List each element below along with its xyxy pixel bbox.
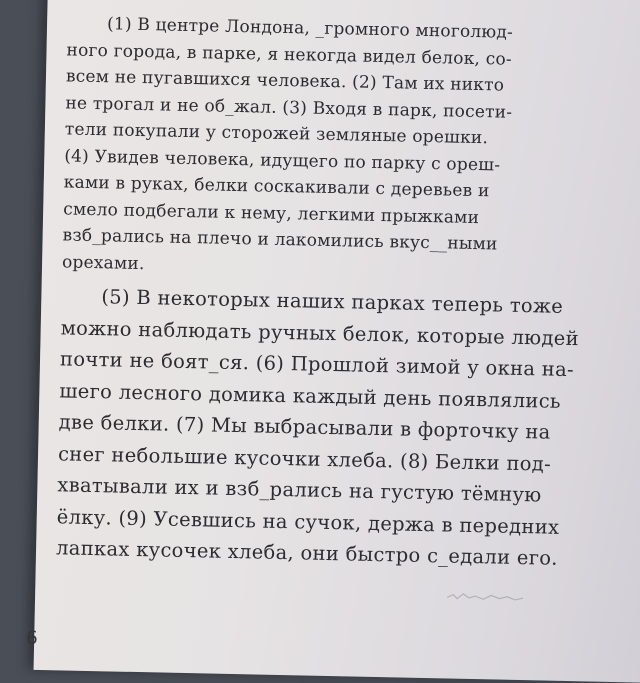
text-line: можно наблюдать ручных белок, которые людей [60,315,580,350]
text-line: (1) В центре Лондона, _громного многолюд- [106,14,514,43]
text-line: (5) В некоторых наших парках теперь тоже [101,285,564,318]
text-line: взб_рались на плечо и лакомились вкус__ными [62,225,498,255]
page-number: 6 [25,627,38,649]
text-line: снег небольшие кусочки хлеба. (8) Белки под- [57,441,552,476]
text-line: почти не боят_ся. (6) Прошлой зимой у окна на- [59,347,575,382]
text-line: две белки. (7) Мы выбрасывали в форточку на [58,410,551,444]
text-line: шего лесного домика каждый день появлялись [59,378,562,413]
text-line: ного города, в парке, я некогда видел белок, со- [66,39,513,70]
text-line: хватывали их и взб_рались на густую тёмную [57,473,542,507]
text-line: тели покупали у сторожей земляные орешки. [64,119,489,149]
text-line: всем не пугавшихся человека. (2) Там их никто [65,66,505,96]
text-line: орехами. [61,251,145,274]
text-line: лапках кусочек хлеба, они быстро с_едали его. [55,536,559,570]
text-line: ёлку. (9) Усевшись на сучок, держа в передних [56,504,560,539]
text-line: ками в руках, белки соскакивали с деревьев и [63,172,490,202]
text-line: смело подбегали к нему, легкими прыжками [63,198,480,228]
paragraph-1 [62,10,627,287]
faint-stamp-mark [445,588,525,604]
text-block [56,10,627,575]
text-line: не трогал и не об_жал. (3) Входя в парк, посети- [65,92,513,123]
text-line: (4) Увидев человека, идущего по парку с ореш- [64,145,501,176]
paragraph-2 [56,280,622,575]
book-page [25,0,640,683]
